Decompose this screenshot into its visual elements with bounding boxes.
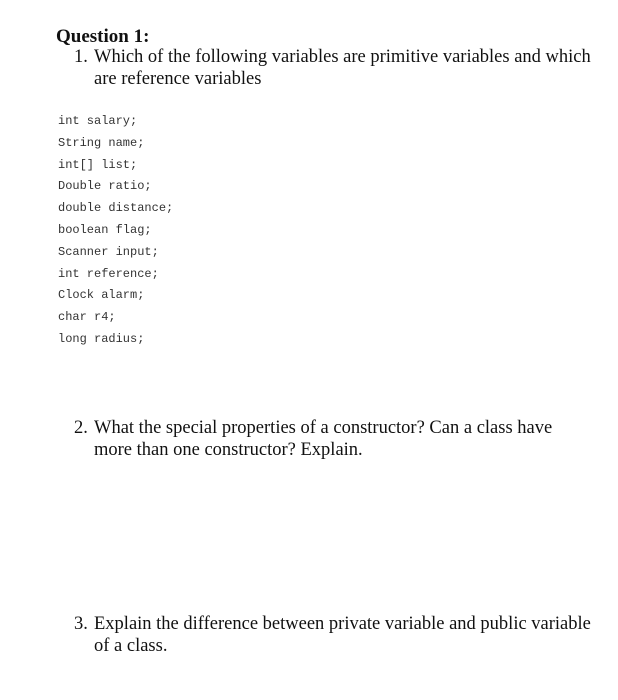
question-heading: Question 1: (56, 26, 150, 47)
code-line: Scanner input; (58, 244, 159, 259)
code-line: Clock alarm; (58, 288, 145, 303)
question-number: 2. (74, 418, 88, 438)
code-line: double distance; (58, 201, 174, 216)
question-item-2 (74, 417, 594, 461)
question-text: What the special properties of a constructor? Can a class have more than one constructor? Explain. (94, 418, 553, 460)
code-line: int reference; (58, 266, 159, 281)
code-line: boolean flag; (58, 222, 152, 237)
question-item-1 (74, 46, 594, 90)
code-line: String name; (58, 135, 145, 150)
question-number: 3. (74, 614, 88, 634)
code-line: Double ratio; (58, 179, 152, 194)
question-text: Explain the difference between private variable and public variable of a class. (94, 614, 591, 656)
question-item-3 (74, 613, 594, 657)
code-line: long radius; (58, 331, 145, 346)
question-number: 1. (74, 47, 88, 67)
code-line: char r4; (58, 310, 116, 325)
code-variable-list (58, 113, 173, 353)
code-line: int salary; (58, 114, 138, 128)
code-line: int[] list; (58, 157, 138, 172)
question-text: Which of the following variables are primitive variables and which are reference variables (94, 47, 591, 89)
